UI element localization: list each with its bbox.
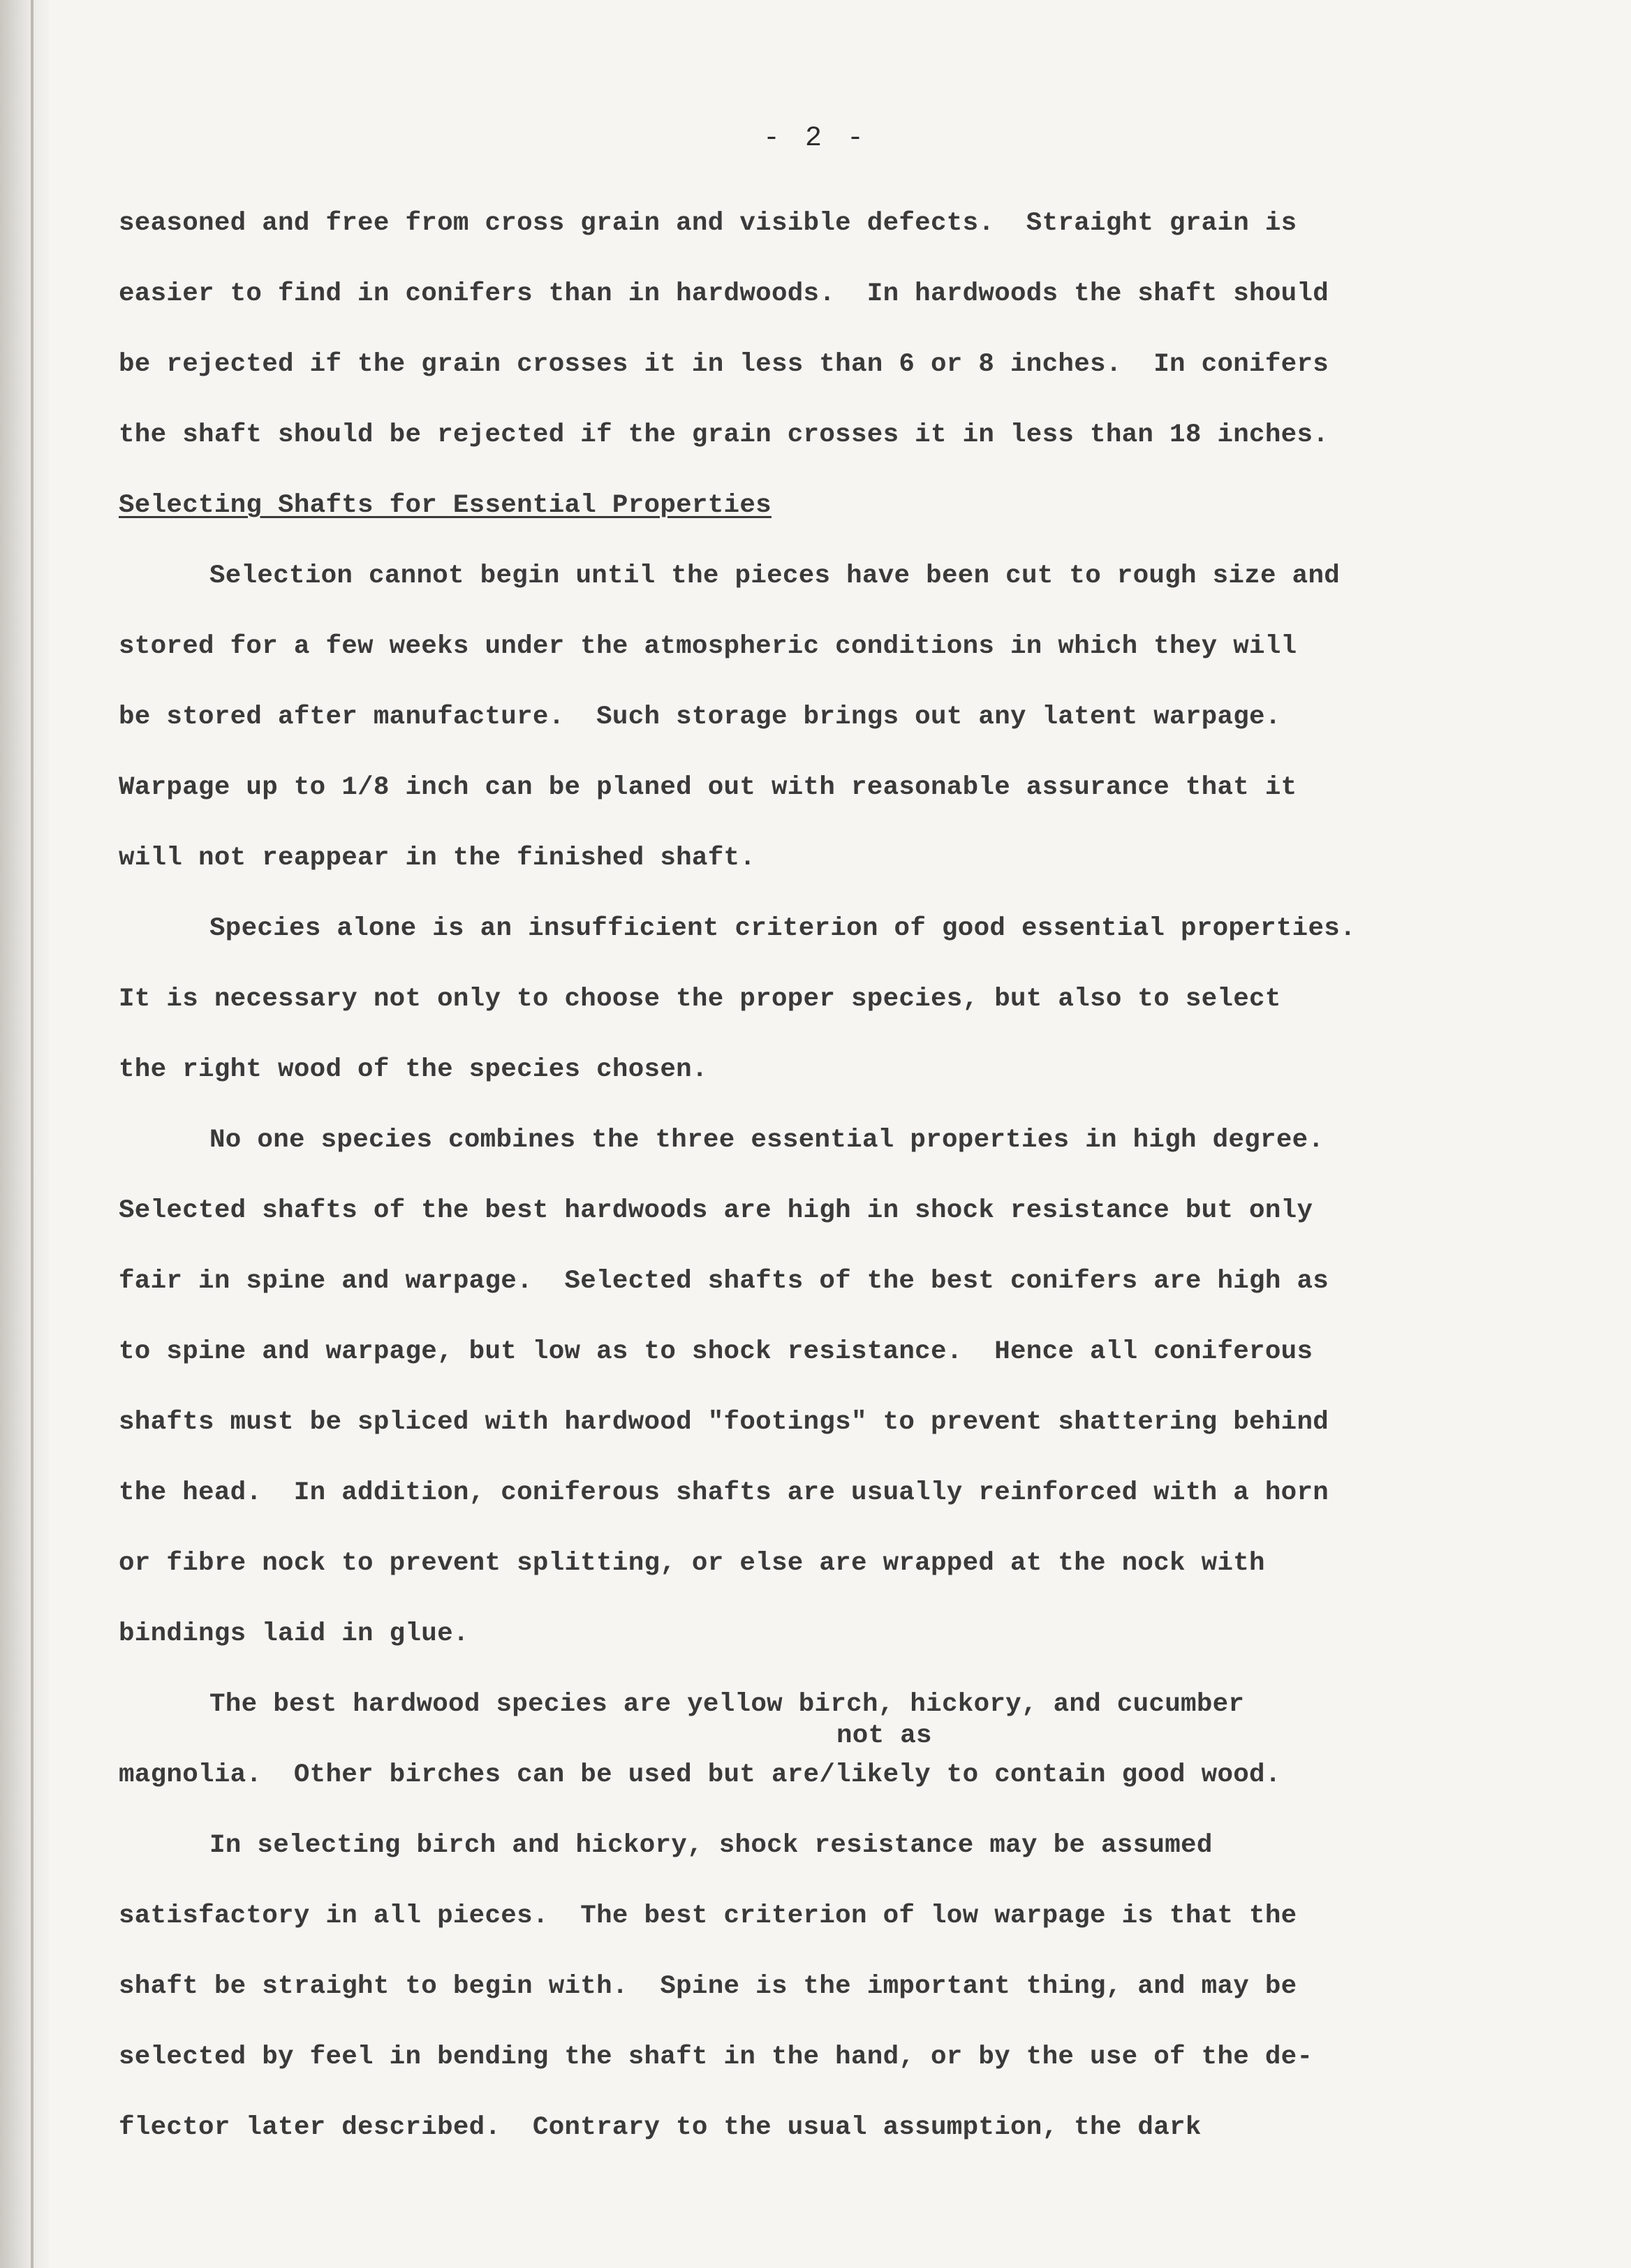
section-heading [119, 471, 1487, 541]
text-line: selected by feel in bending the shaft in the hand, or by the use of the de- [119, 2042, 1313, 2072]
text-line: be rejected if the grain crosses it in less than 6 or 8 inches. In conifers [119, 350, 1329, 379]
text-line: or fibre nock to prevent splitting, or else are wrapped at the nock with [119, 1549, 1265, 1578]
text-line: The best hardwood species are yellow birch, hickory, and cucumber [209, 1690, 1245, 1719]
text-line: the right wood of the species chosen. [119, 1055, 708, 1084]
text-line: shaft be straight to begin with. Spine is the important thing, and may be [119, 1972, 1297, 2001]
text-line: Species alone is an insufficient criterion of good essential properties. [209, 914, 1356, 943]
text-line: bindings laid in glue. [119, 1619, 469, 1649]
text-line: be stored after manufacture. Such storage brings out any latent warpage. [119, 702, 1281, 732]
text-line: stored for a few weeks under the atmospheric conditions in which they will [119, 632, 1297, 661]
typewritten-body [119, 189, 1487, 2163]
page-number: - 2 - [762, 123, 869, 154]
text-line: easier to find in conifers than in hardwoods. In hardwoods the shaft should [119, 279, 1329, 309]
text-line: Warpage up to 1/8 inch can be planed out with reasonable assurance that it [119, 773, 1297, 802]
text-line: seasoned and free from cross grain and visible defects. Straight grain is [119, 209, 1297, 238]
text-line: Selection cannot begin until the pieces have been cut to rough size and [209, 561, 1341, 591]
text-line: In selecting birch and hickory, shock resistance may be assumed [209, 1831, 1213, 1860]
text-line: No one species combines the three essential properties in high degree. [209, 1126, 1324, 1155]
text-line: flector later described. Contrary to the usual assumption, the dark [119, 2113, 1202, 2142]
text-line: fair in spine and warpage. Selected shafts of the best conifers are high as [119, 1267, 1329, 1296]
text-line: shafts must be spliced with hardwood "footings" to prevent shattering behind [119, 1408, 1329, 1437]
text-line: satisfactory in all pieces. The best criterion of low warpage is that the [119, 1901, 1297, 1931]
binding-edge [0, 0, 49, 2268]
text-line: It is necessary not only to choose the proper species, but also to select [119, 985, 1281, 1014]
text-line: magnolia. Other birches can be used but are/likely to contain good wood. [119, 1760, 1281, 1790]
text-line: the shaft should be rejected if the grain crosses it in less than 18 inches. [119, 420, 1329, 450]
text-line: Selected shafts of the best hardwoods are high in shock resistance but only [119, 1196, 1313, 1225]
text-line: the head. In addition, coniferous shafts are usually reinforced with a horn [119, 1478, 1329, 1508]
text-line: will not reappear in the finished shaft. [119, 844, 756, 873]
text-line: to spine and warpage, but low as to shock resistance. Hence all coniferous [119, 1337, 1313, 1367]
interlinear-text: not as [836, 1721, 932, 1751]
section-heading-text: Selecting Shafts for Essential Properties [119, 491, 772, 520]
